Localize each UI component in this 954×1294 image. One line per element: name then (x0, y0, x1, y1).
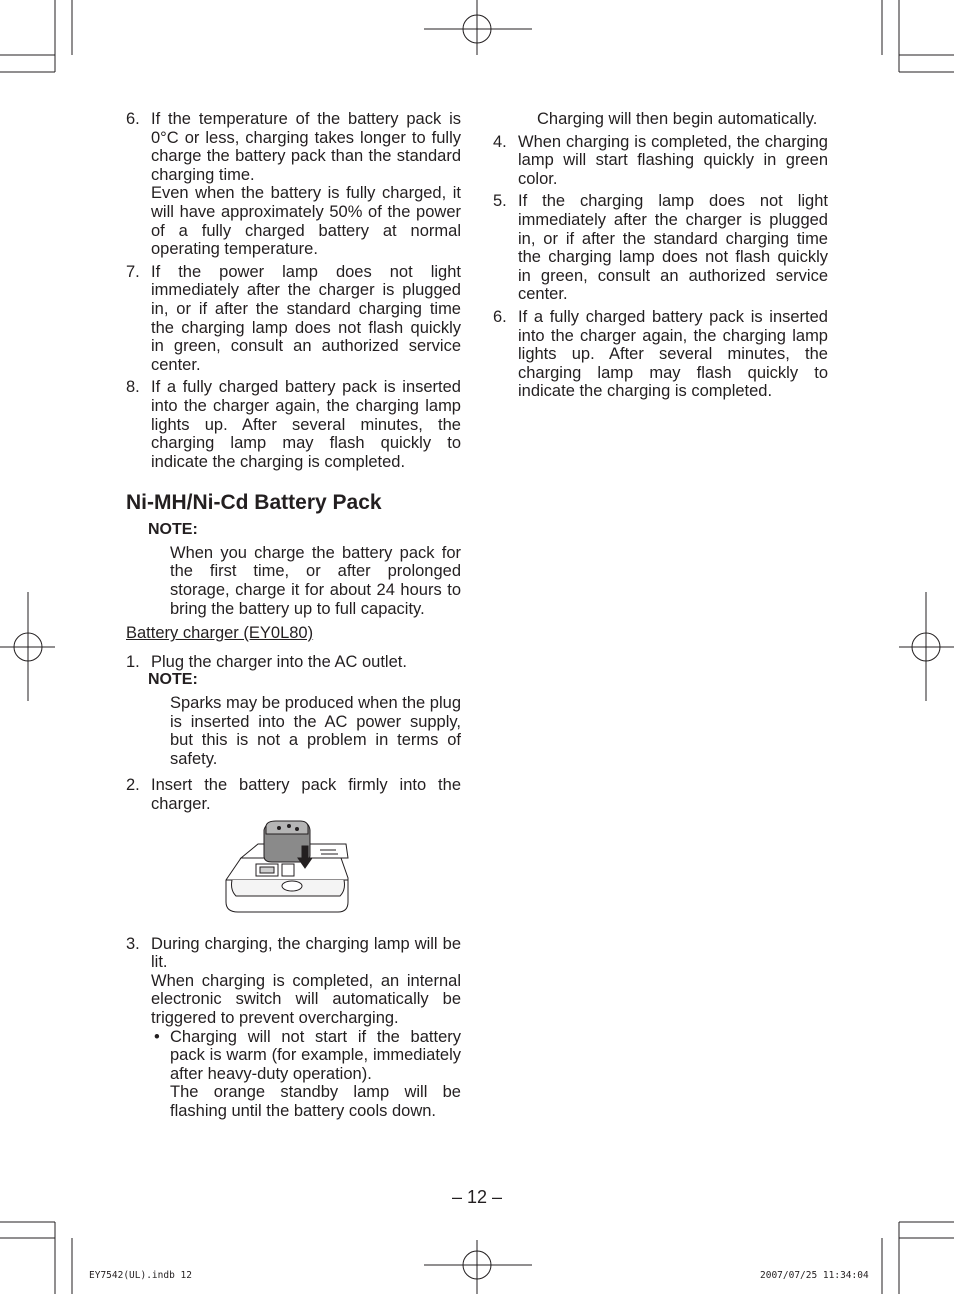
bullet-text: The orange standby lamp will be flashing until the battery cools down. (170, 1083, 461, 1120)
item-number: 2. (126, 776, 140, 795)
item-number: 6. (493, 307, 507, 326)
right-column (493, 110, 828, 401)
note-text: Sparks may be produced when the plug is inserted into the AC power supply, but this is not a problem in terms of safety. (170, 694, 461, 768)
item-number: 5. (493, 192, 507, 211)
item-number: 1. (126, 652, 140, 671)
step-1 (126, 653, 461, 672)
bullet-item (151, 1028, 461, 1121)
item-text: If the charging lamp does not light immediately after the charger is plugged in, or if after the standard charging time the charging lamp does not flash quickly in green, consult an authorized service center. (518, 192, 828, 304)
step-6 (493, 308, 828, 401)
list-item-8 (126, 378, 461, 471)
item-number: 6. (126, 110, 140, 128)
item-text: Insert the battery pack firmly into the charger. (151, 776, 461, 813)
list-item-7 (126, 263, 461, 375)
footer-file: EY7542(UL).indb 12 (89, 1270, 192, 1281)
item-number: 7. (126, 262, 140, 281)
item-number: 8. (126, 378, 140, 397)
page-number-text: – 12 – (451, 1187, 503, 1207)
item-text: Even when the battery is fully charged, it will have approximately 50% of the power of a fully charged battery at normal operating temperature. (151, 184, 461, 259)
bullet-dot: • (154, 1027, 160, 1046)
step-4 (493, 133, 828, 189)
step-2 (126, 776, 461, 813)
note-label: NOTE: (148, 521, 198, 539)
item-text: If the temperature of the battery pack is 0°C or less, charging takes longer to fully charge the battery pack than the standard charging time. (151, 110, 461, 184)
list-item-6 (126, 110, 461, 259)
item-text: Charging will then begin automatically. (537, 110, 818, 128)
item-number: 3. (126, 934, 140, 953)
item-text: If a fully charged battery pack is inserted into the charger again, the charging lamp lights up. After several minutes, the charging lamp may flash quickly to indicate the charging is completed. (151, 378, 461, 471)
item-number: 4. (493, 132, 507, 151)
section-heading: Ni-MH/Ni-Cd Battery Pack (126, 491, 382, 515)
charger-illustration (126, 820, 461, 925)
left-column (126, 110, 461, 1121)
footer-timestamp: 2007/07/25 11:34:04 (760, 1270, 869, 1281)
item-text: If the power lamp does not light immediately after the charger is plugged in, or if after the standard charging time the charging lamp does not flash quickly in green, consult an authorized service center. (151, 262, 461, 374)
item-text: If a fully charged battery pack is inserted into the charger again, the charging lamp lights up. After several minutes, the charging lamp may flash quickly to indicate the charging is completed. (518, 307, 828, 401)
note-label: NOTE: (148, 671, 198, 689)
page-number (0, 1187, 954, 1208)
subsection-title: Battery charger (EY0L80) (126, 624, 314, 643)
item-text: During charging, the charging lamp will be lit. (151, 934, 461, 972)
item-text: When charging is completed, the charging lamp will start flashing quickly in green color. (518, 132, 828, 188)
step-5 (493, 192, 828, 304)
step-3 (126, 935, 461, 1121)
note-text: When you charge the battery pack for the first time, or after prolonged storage, charge it for about 24 hours to bring the battery up to full capacity. (170, 543, 461, 618)
continued-text (493, 110, 828, 129)
bullet-text: Charging will not start if the battery pack is warm (for example, immediately after heavy-duty operation). (170, 1027, 461, 1083)
item-text: Plug the charger into the AC outlet. (151, 652, 407, 671)
item-text: When charging is completed, an internal electronic switch will automatically be triggered to prevent overcharging. (151, 971, 461, 1027)
